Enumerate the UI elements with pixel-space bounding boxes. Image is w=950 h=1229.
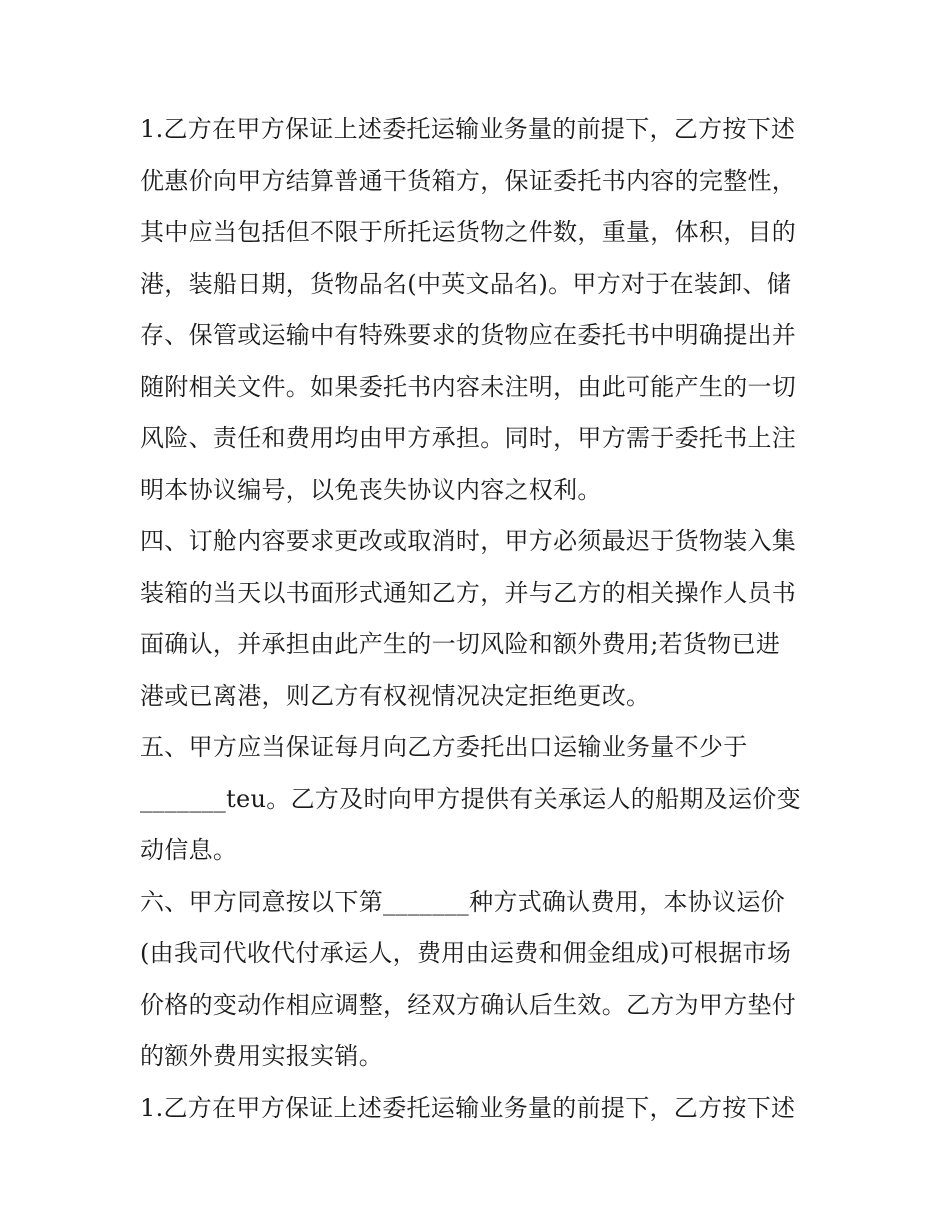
text-line: 存、保管或运输中有特殊要求的货物应在委托书中明确提出并 (140, 321, 797, 349)
text-line: 价格的变动作相应调整，经双方确认后生效。乙方为甲方垫付 (140, 990, 797, 1019)
text-line: 其中应当包括但不限于所托运货物之件数，重量，体积，目的 (140, 218, 797, 246)
paragraph-clause-1-repeat (140, 1083, 820, 1135)
text-line: 1.乙方在甲方保证上述委托运输业务量的前提下，乙方按下述 (140, 1093, 796, 1122)
text-line: 风险、责任和费用均由甲方承担。同时，甲方需于委托书上注 (140, 424, 797, 452)
text-line: 面确认，并承担由此产生的一切风险和额外费用;若货物已进 (140, 630, 781, 658)
text-line: 装箱的当天以书面形式通知乙方，并与乙方的相关操作人员书 (140, 578, 797, 607)
text-line: 1.乙方在甲方保证上述委托运输业务量的前提下，乙方按下述 (140, 115, 796, 143)
text-line: 港，装船日期，货物品名(中英文品名)。甲方对于在装卸、储 (140, 269, 792, 298)
text-line: 五、甲方应当保证每月向乙方委托出口运输业务量不少于 (140, 733, 748, 761)
text-line: 明本协议编号，以免丧失协议内容之权利。 (140, 475, 602, 504)
text-line: 六、甲方同意按以下第_______种方式确认费用，本协议运价 (140, 887, 785, 916)
paragraph-section-6-fee-confirmation (140, 877, 820, 1083)
paragraph-section-4-booking-changes (140, 516, 820, 722)
text-line: _______teu。乙方及时向甲方提供有关承运人的船期及运价变 (140, 784, 801, 813)
document-body (140, 104, 820, 1134)
text-line: (由我司代收代付承运人，费用由运费和佣金组成)可根据市场 (140, 939, 792, 967)
text-line: 优惠价向甲方结算普通干货箱方，保证委托书内容的完整性， (140, 166, 797, 195)
paragraph-clause-1-pricing (140, 104, 820, 516)
text-line: 的额外费用实报实销。 (140, 1042, 383, 1070)
text-line: 动信息。 (140, 836, 238, 864)
text-line: 四、订舱内容要求更改或取消时，甲方必须最迟于货物装入集 (140, 527, 797, 555)
paragraph-section-5-monthly-volume (140, 722, 820, 877)
text-line: 随附相关文件。如果委托书内容未注明，由此可能产生的一切 (140, 372, 797, 401)
text-line: 港或已离港，则乙方有权视情况决定拒绝更改。 (140, 681, 651, 710)
